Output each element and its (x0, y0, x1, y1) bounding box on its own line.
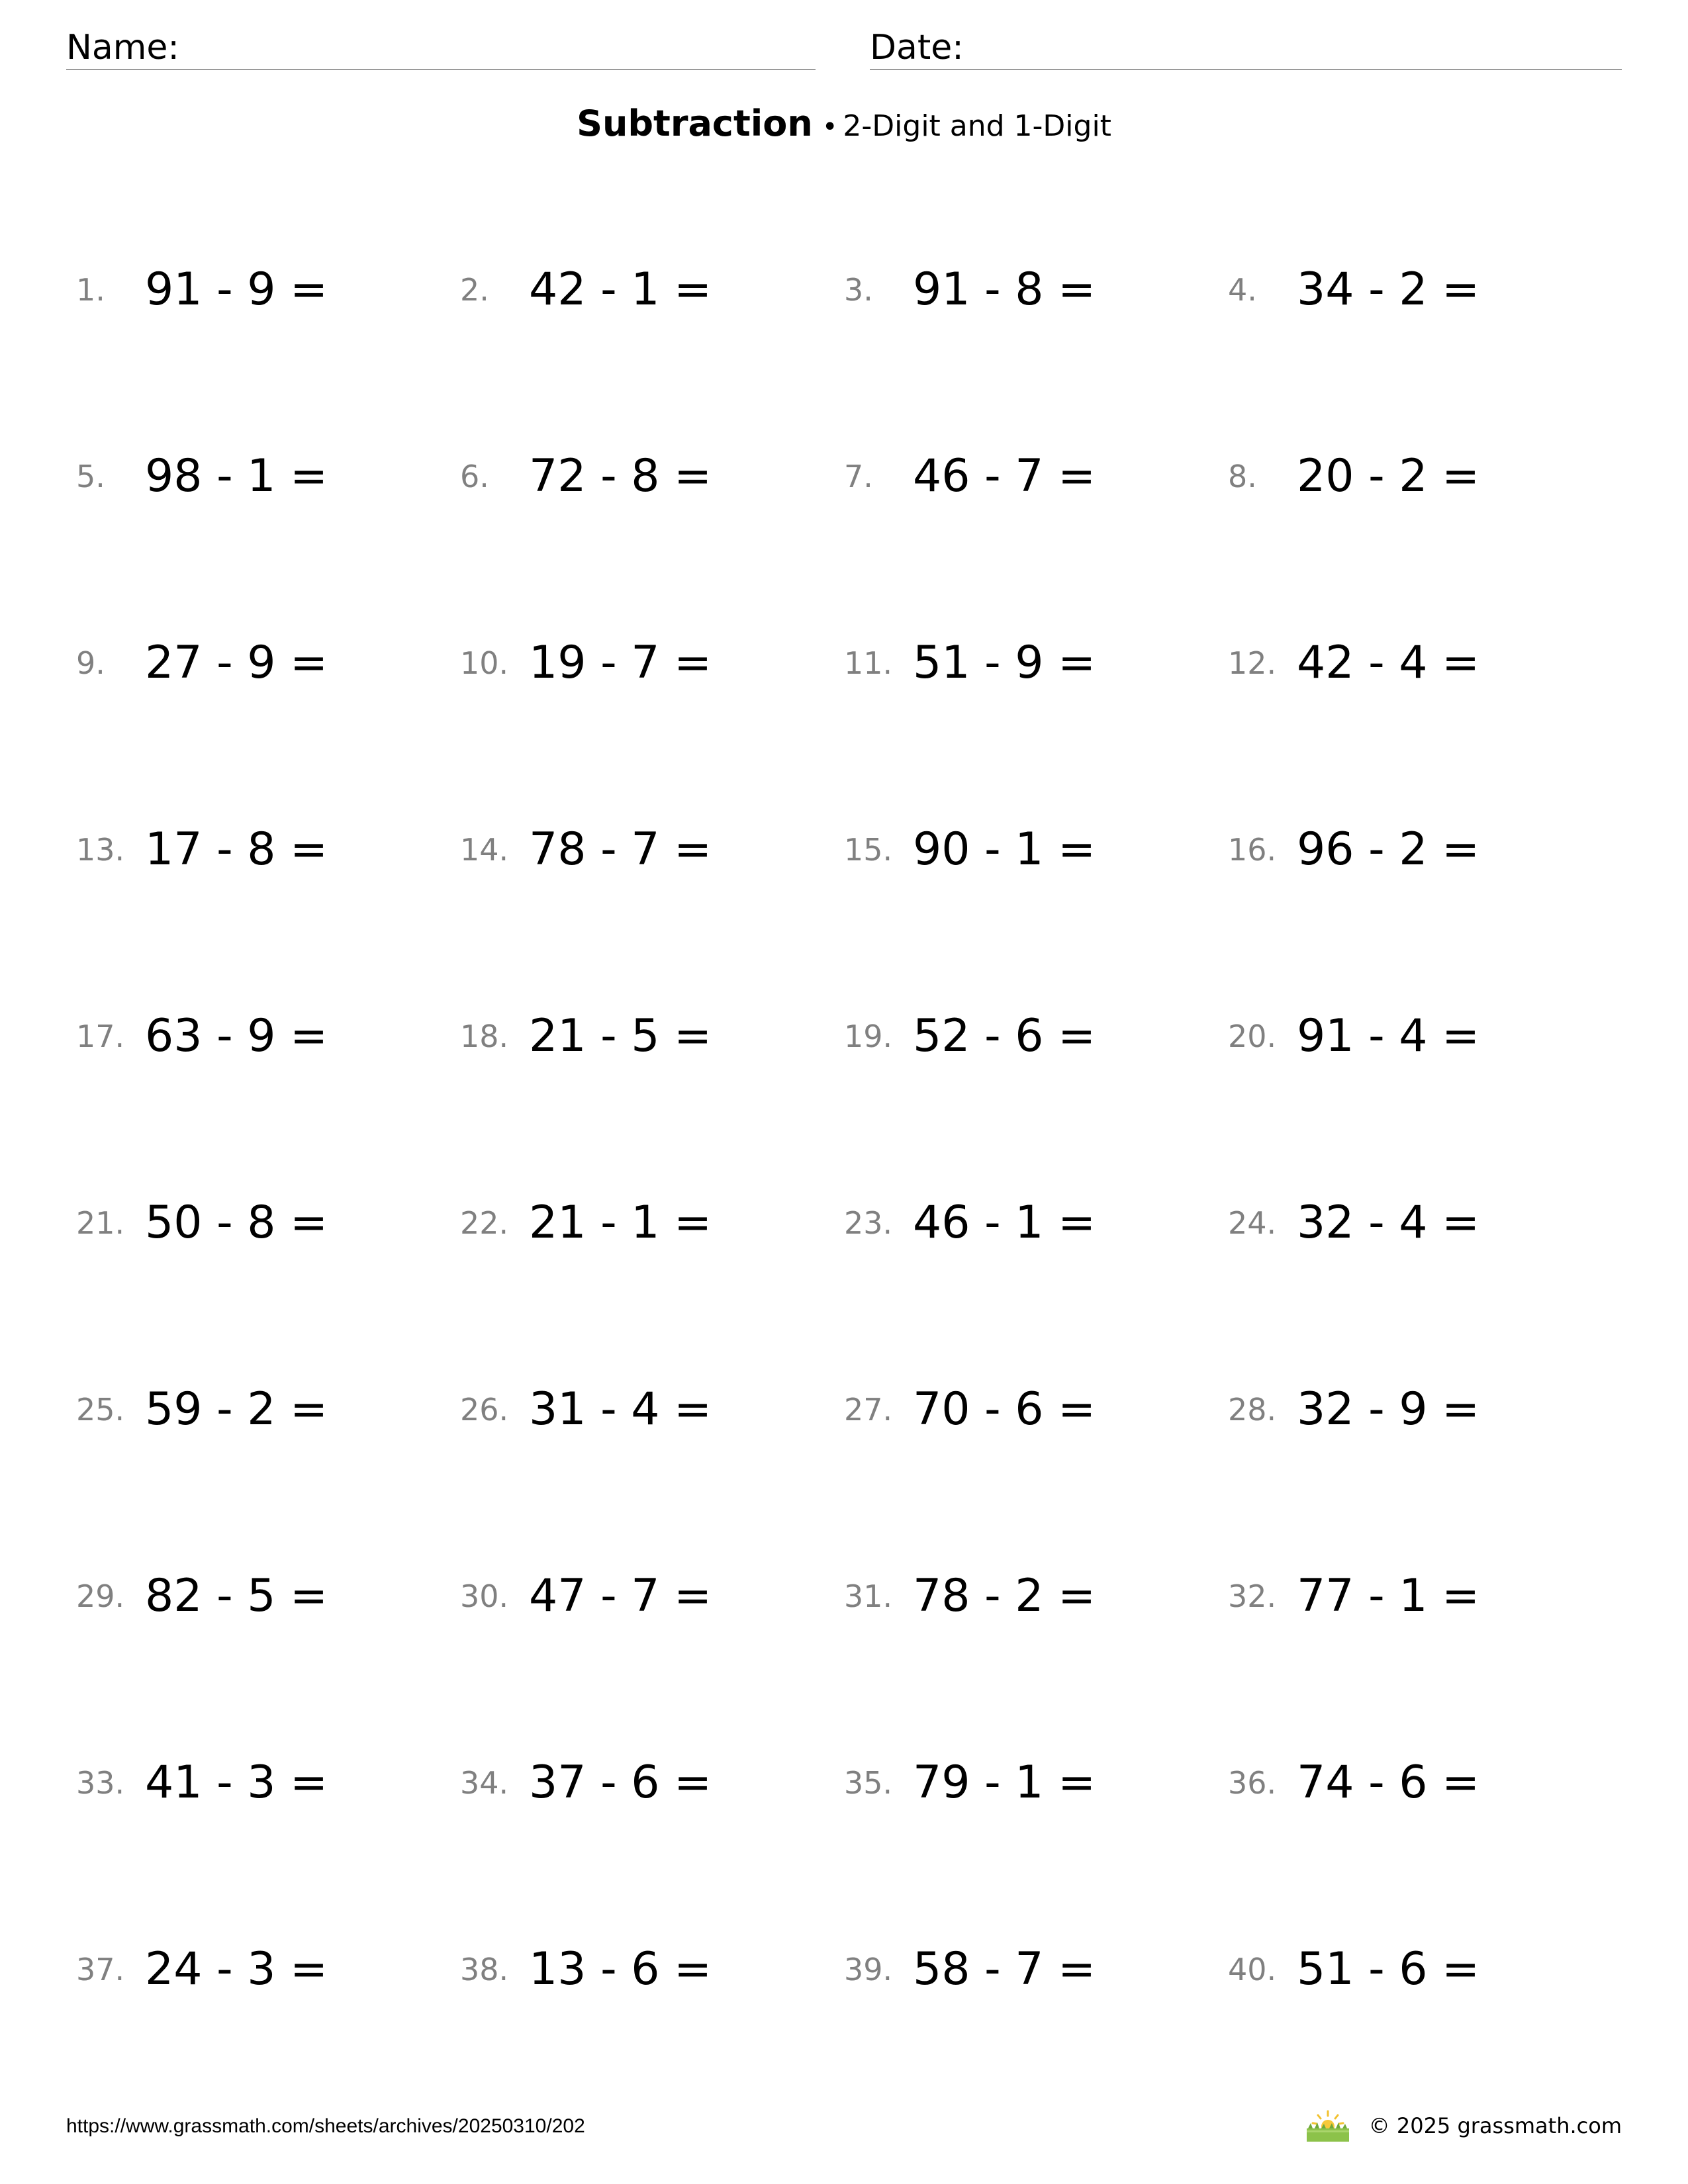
grass-sun-logo-icon (1305, 2109, 1350, 2143)
problem-expression: 13 - 6 = (529, 1943, 712, 1995)
problem-number: 27. (844, 1392, 893, 1428)
problem-expression: 52 - 6 = (913, 1010, 1096, 1062)
problem-number: 18. (460, 1019, 509, 1054)
problem-expression: 51 - 9 = (913, 637, 1096, 689)
problem-number: 29. (76, 1578, 125, 1614)
problem-expression: 34 - 2 = (1297, 263, 1480, 316)
problem-number: 1. (76, 272, 105, 308)
problem-number: 22. (460, 1205, 509, 1241)
problem-number: 2. (460, 272, 489, 308)
problem-number: 38. (460, 1952, 509, 1987)
problem-expression: 78 - 2 = (913, 1570, 1096, 1622)
problem-expression: 32 - 4 = (1297, 1197, 1480, 1249)
problem-number: 21. (76, 1205, 125, 1241)
problem-number: 34. (460, 1765, 509, 1801)
problem-number: 20. (1228, 1019, 1277, 1054)
problem-expression: 79 - 1 = (913, 1756, 1096, 1809)
problem-number: 33. (76, 1765, 125, 1801)
problem-expression: 91 - 8 = (913, 263, 1096, 316)
problem-expression: 21 - 5 = (529, 1010, 712, 1062)
footer-url[interactable]: https://www.grassmath.com/sheets/archives/20250310/202 (66, 2115, 585, 2137)
problem-expression: 96 - 2 = (1297, 823, 1480, 876)
problem-expression: 91 - 9 = (145, 263, 328, 316)
problem-expression: 72 - 8 = (529, 450, 712, 502)
problem-expression: 70 - 6 = (913, 1383, 1096, 1435)
problem-number: 40. (1228, 1952, 1277, 1987)
problem-number: 10. (460, 645, 509, 681)
title-subtitle: 2-Digit and 1-Digit (843, 109, 1111, 143)
problem-number: 37. (76, 1952, 125, 1987)
problem-expression: 98 - 1 = (145, 450, 328, 502)
problem-expression: 63 - 9 = (145, 1010, 328, 1062)
problem-number: 8. (1228, 459, 1257, 494)
title-separator: • (821, 112, 838, 142)
problem-expression: 82 - 5 = (145, 1570, 328, 1622)
problem-number: 4. (1228, 272, 1257, 308)
problem-number: 39. (844, 1952, 893, 1987)
problem-number: 35. (844, 1765, 893, 1801)
problem-number: 31. (844, 1578, 893, 1614)
problem-expression: 20 - 2 = (1297, 450, 1480, 502)
problem-expression: 31 - 4 = (529, 1383, 712, 1435)
problem-number: 13. (76, 832, 125, 868)
problem-expression: 51 - 6 = (1297, 1943, 1480, 1995)
problem-expression: 77 - 1 = (1297, 1570, 1480, 1622)
problem-expression: 46 - 1 = (913, 1197, 1096, 1249)
problem-expression: 37 - 6 = (529, 1756, 712, 1809)
problem-expression: 41 - 3 = (145, 1756, 328, 1809)
date-label: Date: (870, 28, 964, 68)
problem-expression: 27 - 9 = (145, 637, 328, 689)
name-label: Name: (66, 28, 179, 68)
problem-number: 3. (844, 272, 873, 308)
problem-expression: 78 - 7 = (529, 823, 712, 876)
problem-expression: 91 - 4 = (1297, 1010, 1480, 1062)
problem-number: 9. (76, 645, 105, 681)
title-main: Subtraction (577, 103, 813, 144)
problem-number: 6. (460, 459, 489, 494)
problem-number: 12. (1228, 645, 1277, 681)
problem-number: 36. (1228, 1765, 1277, 1801)
problem-number: 19. (844, 1019, 893, 1054)
problem-expression: 42 - 1 = (529, 263, 712, 316)
problem-number: 11. (844, 645, 893, 681)
problem-number: 23. (844, 1205, 893, 1241)
problem-expression: 21 - 1 = (529, 1197, 712, 1249)
problem-number: 30. (460, 1578, 509, 1614)
problem-number: 15. (844, 832, 893, 868)
problem-expression: 74 - 6 = (1297, 1756, 1480, 1809)
problem-expression: 50 - 8 = (145, 1197, 328, 1249)
problem-number: 28. (1228, 1392, 1277, 1428)
problem-expression: 42 - 4 = (1297, 637, 1480, 689)
problem-number: 16. (1228, 832, 1277, 868)
problem-number: 24. (1228, 1205, 1277, 1241)
problem-number: 26. (460, 1392, 509, 1428)
problem-expression: 46 - 7 = (913, 450, 1096, 502)
problem-expression: 24 - 3 = (145, 1943, 328, 1995)
problem-number: 5. (76, 459, 105, 494)
problem-number: 14. (460, 832, 509, 868)
problem-expression: 58 - 7 = (913, 1943, 1096, 1995)
problem-expression: 47 - 7 = (529, 1570, 712, 1622)
problem-expression: 90 - 1 = (913, 823, 1096, 876)
problem-expression: 32 - 9 = (1297, 1383, 1480, 1435)
problem-expression: 19 - 7 = (529, 637, 712, 689)
problem-expression: 17 - 8 = (145, 823, 328, 876)
copyright-text: © 2025 grassmath.com (1368, 2113, 1622, 2138)
problem-number: 7. (844, 459, 873, 494)
footer-brand (1305, 2106, 1622, 2146)
problem-expression: 59 - 2 = (145, 1383, 328, 1435)
problem-number: 32. (1228, 1578, 1277, 1614)
problem-number: 17. (76, 1019, 125, 1054)
problem-number: 25. (76, 1392, 125, 1428)
